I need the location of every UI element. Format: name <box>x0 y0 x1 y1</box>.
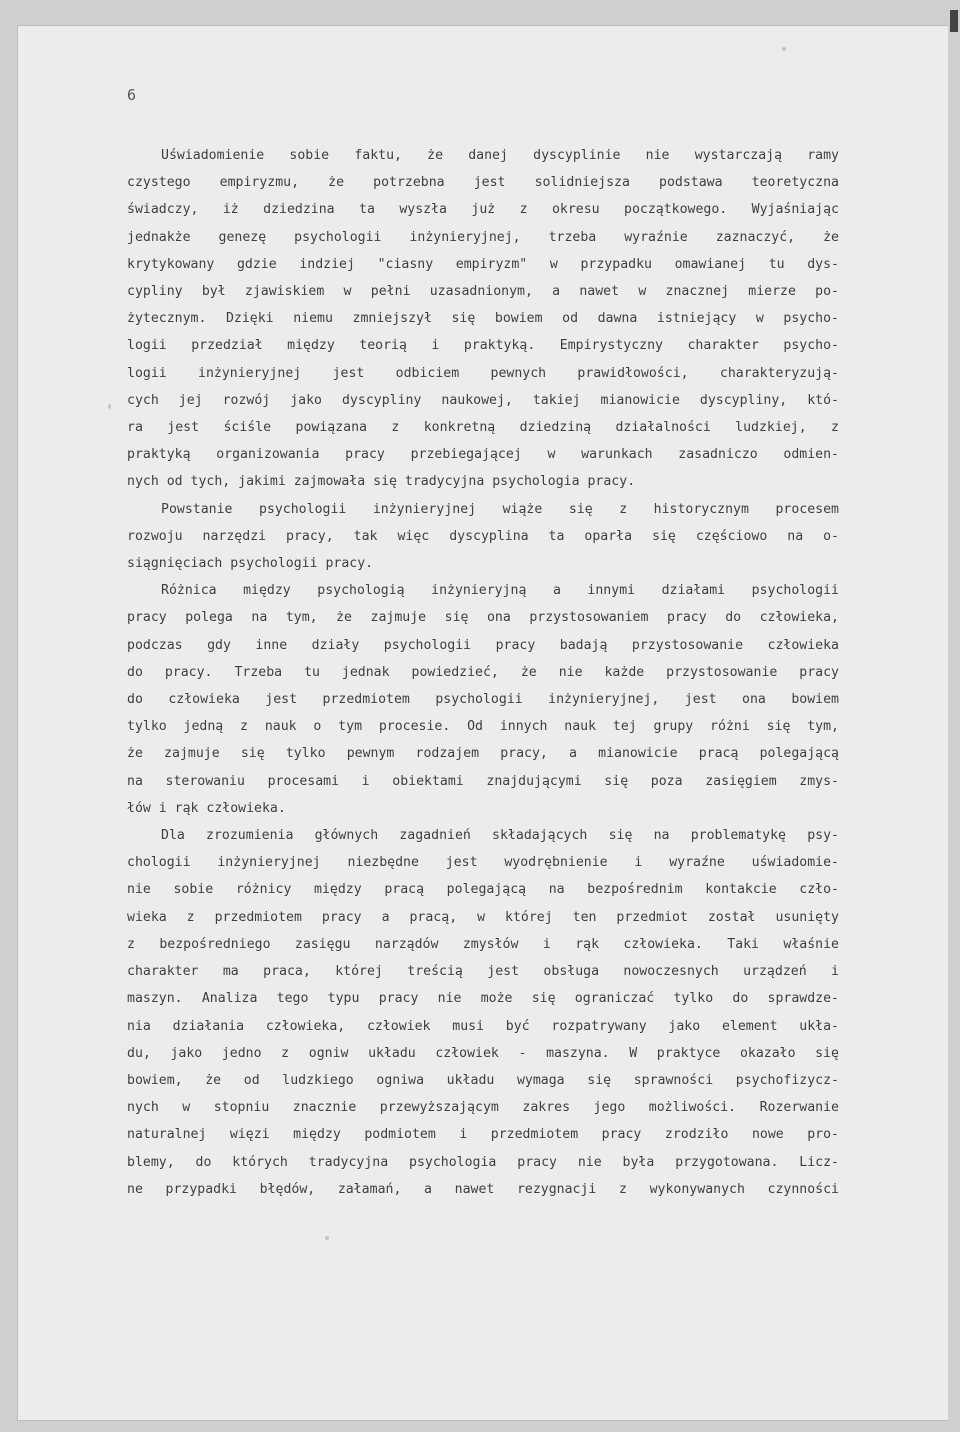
text-line: na sterowaniu procesami i obiektami znajdującymi się poza zasięgiem zmys- <box>127 773 839 789</box>
text-line: do człowieka jest przedmiotem psychologii inżynieryjnej, jest ona bowiem <box>127 692 839 708</box>
text-line: jednakże genezę psychologii inżynieryjnej, trzeba wyraźnie zaznaczyć, że <box>127 229 839 245</box>
text-line: bowiem, że od ludzkiego ogniwa układu wymaga się sprawności psychofizycz- <box>127 1072 839 1088</box>
page-number: 6 <box>127 86 137 104</box>
text-line: ra jest ściśle powiązana z konkretną dziedziną działalności ludzkiej, z <box>127 420 839 436</box>
text-line: ne przypadki błędów, załamań, a nawet rezygnacji z wykonywanych czynności <box>127 1181 839 1197</box>
text-line: cypliny był zjawiskiem w pełni uzasadnionym, a nawet w znacznej mierze po- <box>127 284 839 300</box>
text-line: logii przedział między teorią i praktyką. Empirystyczny charakter psycho- <box>127 338 839 354</box>
text-line: pracy polega na tym, że zajmuje się ona przystosowaniem pracy do człowieka, <box>127 610 839 626</box>
text-line: Dla zrozumienia głównych zagadnień składających się na problematykę psy- <box>161 828 839 844</box>
scan-edge <box>948 0 960 1432</box>
speck <box>782 47 786 51</box>
text-line: Uświadomienie sobie faktu, że danej dyscyplinie nie wystarczają ramy <box>161 148 839 163</box>
text-line: tylko jedną z nauk o tym procesie. Od innych nauk tej grupy różni się tym, <box>127 719 839 735</box>
body-text <box>127 142 839 1203</box>
text-line: świadczy, iż dziedzina ta wyszła już z okresu początkowego. Wyjaśniając <box>127 202 839 218</box>
text-line: maszyn. Analiza tego typu pracy nie może się ograniczać tylko do sprawdze- <box>127 991 839 1007</box>
text-line: nych w stopniu znacznie przewyższającym zakres jego możliwości. Rozerwanie <box>127 1100 839 1116</box>
text-line: cych jej rozwój jako dyscypliny naukowej, takiej mianowicie dyscypliny, któ- <box>127 392 839 408</box>
text-line: nych od tych, jakimi zajmowała się tradycyjna psychologia pracy. <box>127 474 636 490</box>
scan-corner-mark <box>950 10 958 32</box>
text-line: charakter ma praca, której treścią jest obsługa nowoczesnych urządzeń i <box>127 964 839 980</box>
text-line: podczas gdy inne działy psychologii pracy badają przystosowanie człowieka <box>127 637 839 653</box>
text-line: krytykowany gdzie indziej "ciasny empiryzm" w przypadku omawianej tu dys- <box>127 256 839 272</box>
text-line: chologii inżynieryjnej niezbędne jest wyodrębnienie i wyraźne uświadomie- <box>127 855 839 871</box>
text-line: praktyką organizowania pracy przebiegającej w warunkach zasadniczo odmien- <box>127 447 839 463</box>
text-line: żytecznym. Dzięki niemu zmniejszył się bowiem od dawna istniejący w psycho- <box>127 311 839 327</box>
text-line: logii inżynieryjnej jest odbiciem pewnych prawidłowości, charakteryzują- <box>127 365 839 381</box>
text-line: z bezpośredniego zasięgu narządów zmysłów i rąk człowieka. Taki właśnie <box>127 936 839 952</box>
text-line: nie sobie różnicy między pracą polegającą na bezpośrednim kontakcie czło- <box>127 882 839 898</box>
text-line: naturalnej więzi między podmiotem i przedmiotem pracy zrodziło nowe pro- <box>127 1127 839 1143</box>
text-line: Różnica między psychologią inżynieryjną a innymi działami psychologii <box>161 583 839 599</box>
text-line: do pracy. Trzeba tu jednak powiedzieć, że nie każde przystosowanie pracy <box>127 664 839 680</box>
text-line: Powstanie psychologii inżynieryjnej wiąże się z historycznym procesem <box>161 501 839 517</box>
text-line: siągnięciach psychologii pracy. <box>127 556 374 572</box>
text-line: blemy, do których tradycyjna psychologia pracy nie była przygotowana. Licz- <box>127 1154 839 1170</box>
text-line: nia działania człowieka, człowiek musi być rozpatrywany jako element ukła- <box>127 1018 839 1034</box>
speck <box>108 404 111 409</box>
text-line: du, jako jedno z ogniw układu człowiek - maszyna. W praktyce okazało się <box>127 1045 839 1061</box>
speck <box>325 1236 329 1240</box>
text-line: że zajmuje się tylko pewnym rodzajem pracy, a mianowicie pracą polegającą <box>127 746 839 762</box>
text-line: czystego empiryzmu, że potrzebna jest solidniejsza podstawa teoretyczna <box>127 175 839 191</box>
text-line: wieka z przedmiotem pracy a pracą, w której ten przedmiot został usunięty <box>127 909 839 925</box>
text-line: łów i rąk człowieka. <box>127 800 286 816</box>
text-line: rozwoju narzędzi pracy, tak więc dyscyplina ta oparła się częściowo na o- <box>127 528 839 544</box>
